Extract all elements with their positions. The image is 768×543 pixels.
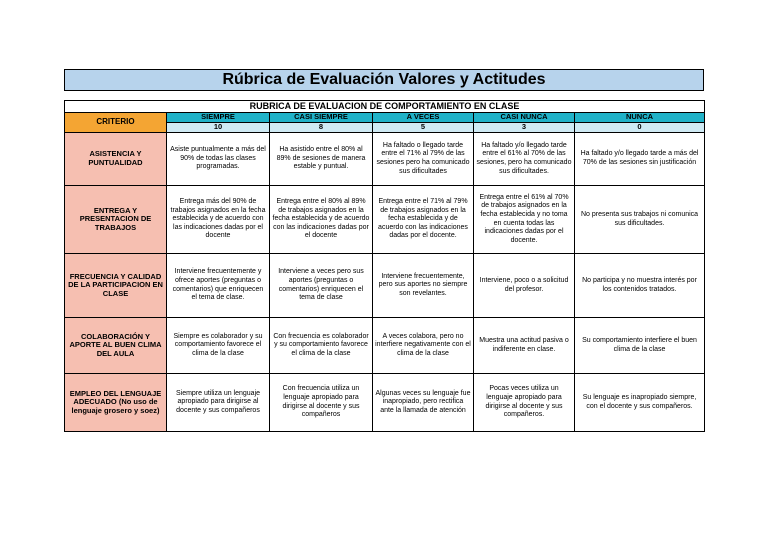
descriptor-cell: Siempre es colaborador y su comportamiento favorece el clima de la clase: [167, 318, 270, 374]
criterion-cell: FRECUENCIA Y CALIDAD DE LA PARTICIPACION EN CLASE: [65, 254, 167, 318]
descriptor-cell: Entrega entre el 80% al 89% de trabajos asignados en la fecha establecida y de acuerdo con las indicaciones dadas por el docente: [270, 186, 373, 254]
table-row: [65, 186, 705, 254]
criterion-cell: ENTREGA Y PRESENTACION DE TRABAJOS: [65, 186, 167, 254]
points-casi-nunca: 3: [474, 123, 575, 133]
table-row: [65, 254, 705, 318]
descriptor-cell: Con frecuencia es colaborador y su comportamiento favorece el clima de la clase: [270, 318, 373, 374]
descriptor-cell: Ha faltado o llegado tarde entre el 71% al 79% de las sesiones pero ha comunicado sus dificultades: [373, 133, 474, 186]
criterion-cell: COLABORACIÓN Y APORTE AL BUEN CLIMA DEL AULA: [65, 318, 167, 374]
descriptor-cell: Su lenguaje es inapropiado siempre, con el docente y sus compañeros.: [575, 374, 705, 432]
descriptor-cell: Ha faltado y/o llegado tarde a más del 70% de las sesiones sin justificación: [575, 133, 705, 186]
level-header-a-veces: A VECES: [373, 113, 474, 123]
descriptor-cell: Siempre utiliza un lenguaje apropiado para dirigirse al docente y sus compañeros: [167, 374, 270, 432]
descriptor-cell: Interviene frecuentemente, pero sus aportes no siempre son revelantes.: [373, 254, 474, 318]
rubric-table: [64, 100, 705, 432]
descriptor-cell: No participa y no muestra interés por los contenidos tratados.: [575, 254, 705, 318]
level-header-nunca: NUNCA: [575, 113, 705, 123]
points-a-veces: 5: [373, 123, 474, 133]
level-header-casi-siempre: CASI SIEMPRE: [270, 113, 373, 123]
descriptor-cell: Ha faltado y/o llegado tarde entre el 61% al 70% de las sesiones, pero ha comunicado sus dificultades.: [474, 133, 575, 186]
descriptor-cell: Algunas veces su lenguaje fue inapropiado, pero rectifica ante la llamada de atención: [373, 374, 474, 432]
descriptor-cell: Asiste puntualmente a más del 90% de todas las clases programadas.: [167, 133, 270, 186]
descriptor-cell: Con frecuencia utiliza un lenguaje apropiado para dirigirse al docente y sus compañeros: [270, 374, 373, 432]
descriptor-cell: Entrega entre el 61% al 70% de trabajos asignados en la fecha establecida y no toma en cuenta todas las indicaciones dadas por el docente.: [474, 186, 575, 254]
document-title: Rúbrica de Evaluación Valores y Actitudes: [64, 69, 704, 91]
points-casi-siempre: 8: [270, 123, 373, 133]
table-row: [65, 133, 705, 186]
descriptor-cell: Entrega entre el 71% al 79% de trabajos asignados en la fecha establecida y de acuerdo con las indicaciones dadas por el docente.: [373, 186, 474, 254]
caption-row: [65, 101, 705, 113]
descriptor-cell: A veces colabora, pero no interfiere negativamente con el clima de la clase: [373, 318, 474, 374]
table-caption: RUBRICA DE EVALUACION DE COMPORTAMIENTO EN CLASE: [65, 101, 705, 113]
table-row: [65, 374, 705, 432]
criterion-cell: ASISTENCIA Y PUNTUALIDAD: [65, 133, 167, 186]
criterion-header: CRITERIO: [65, 113, 167, 133]
descriptor-cell: Ha asistido entre el 80% al 89% de sesiones de manera estable y puntual.: [270, 133, 373, 186]
descriptor-cell: Interviene a veces pero sus aportes (preguntas o comentarios) enriquecen el tema de clase: [270, 254, 373, 318]
points-siempre: 10: [167, 123, 270, 133]
descriptor-cell: Interviene, poco o a solicitud del profesor.: [474, 254, 575, 318]
table-row: [65, 318, 705, 374]
level-row: [65, 113, 705, 123]
level-header-siempre: SIEMPRE: [167, 113, 270, 123]
criterion-cell: EMPLEO DEL LENGUAJE ADECUADO (No uso de lenguaje grosero y soez): [65, 374, 167, 432]
points-nunca: 0: [575, 123, 705, 133]
descriptor-cell: Interviene frecuentemente y ofrece aportes (preguntas o comentarios) que enriquecen el tema de clase.: [167, 254, 270, 318]
descriptor-cell: Muestra una actitud pasiva o indiferente en clase.: [474, 318, 575, 374]
level-header-casi-nunca: CASI NUNCA: [474, 113, 575, 123]
descriptor-cell: Entrega más del 90% de trabajos asignados en la fecha establecida y de acuerdo con las indicaciones dadas por el docente: [167, 186, 270, 254]
descriptor-cell: Pocas veces utiliza un lenguaje apropiado para dirigirse al docente y sus compañeros.: [474, 374, 575, 432]
descriptor-cell: No presenta sus trabajos ni comunica sus dificultades.: [575, 186, 705, 254]
descriptor-cell: Su comportamiento interfiere el buen clima de la clase: [575, 318, 705, 374]
